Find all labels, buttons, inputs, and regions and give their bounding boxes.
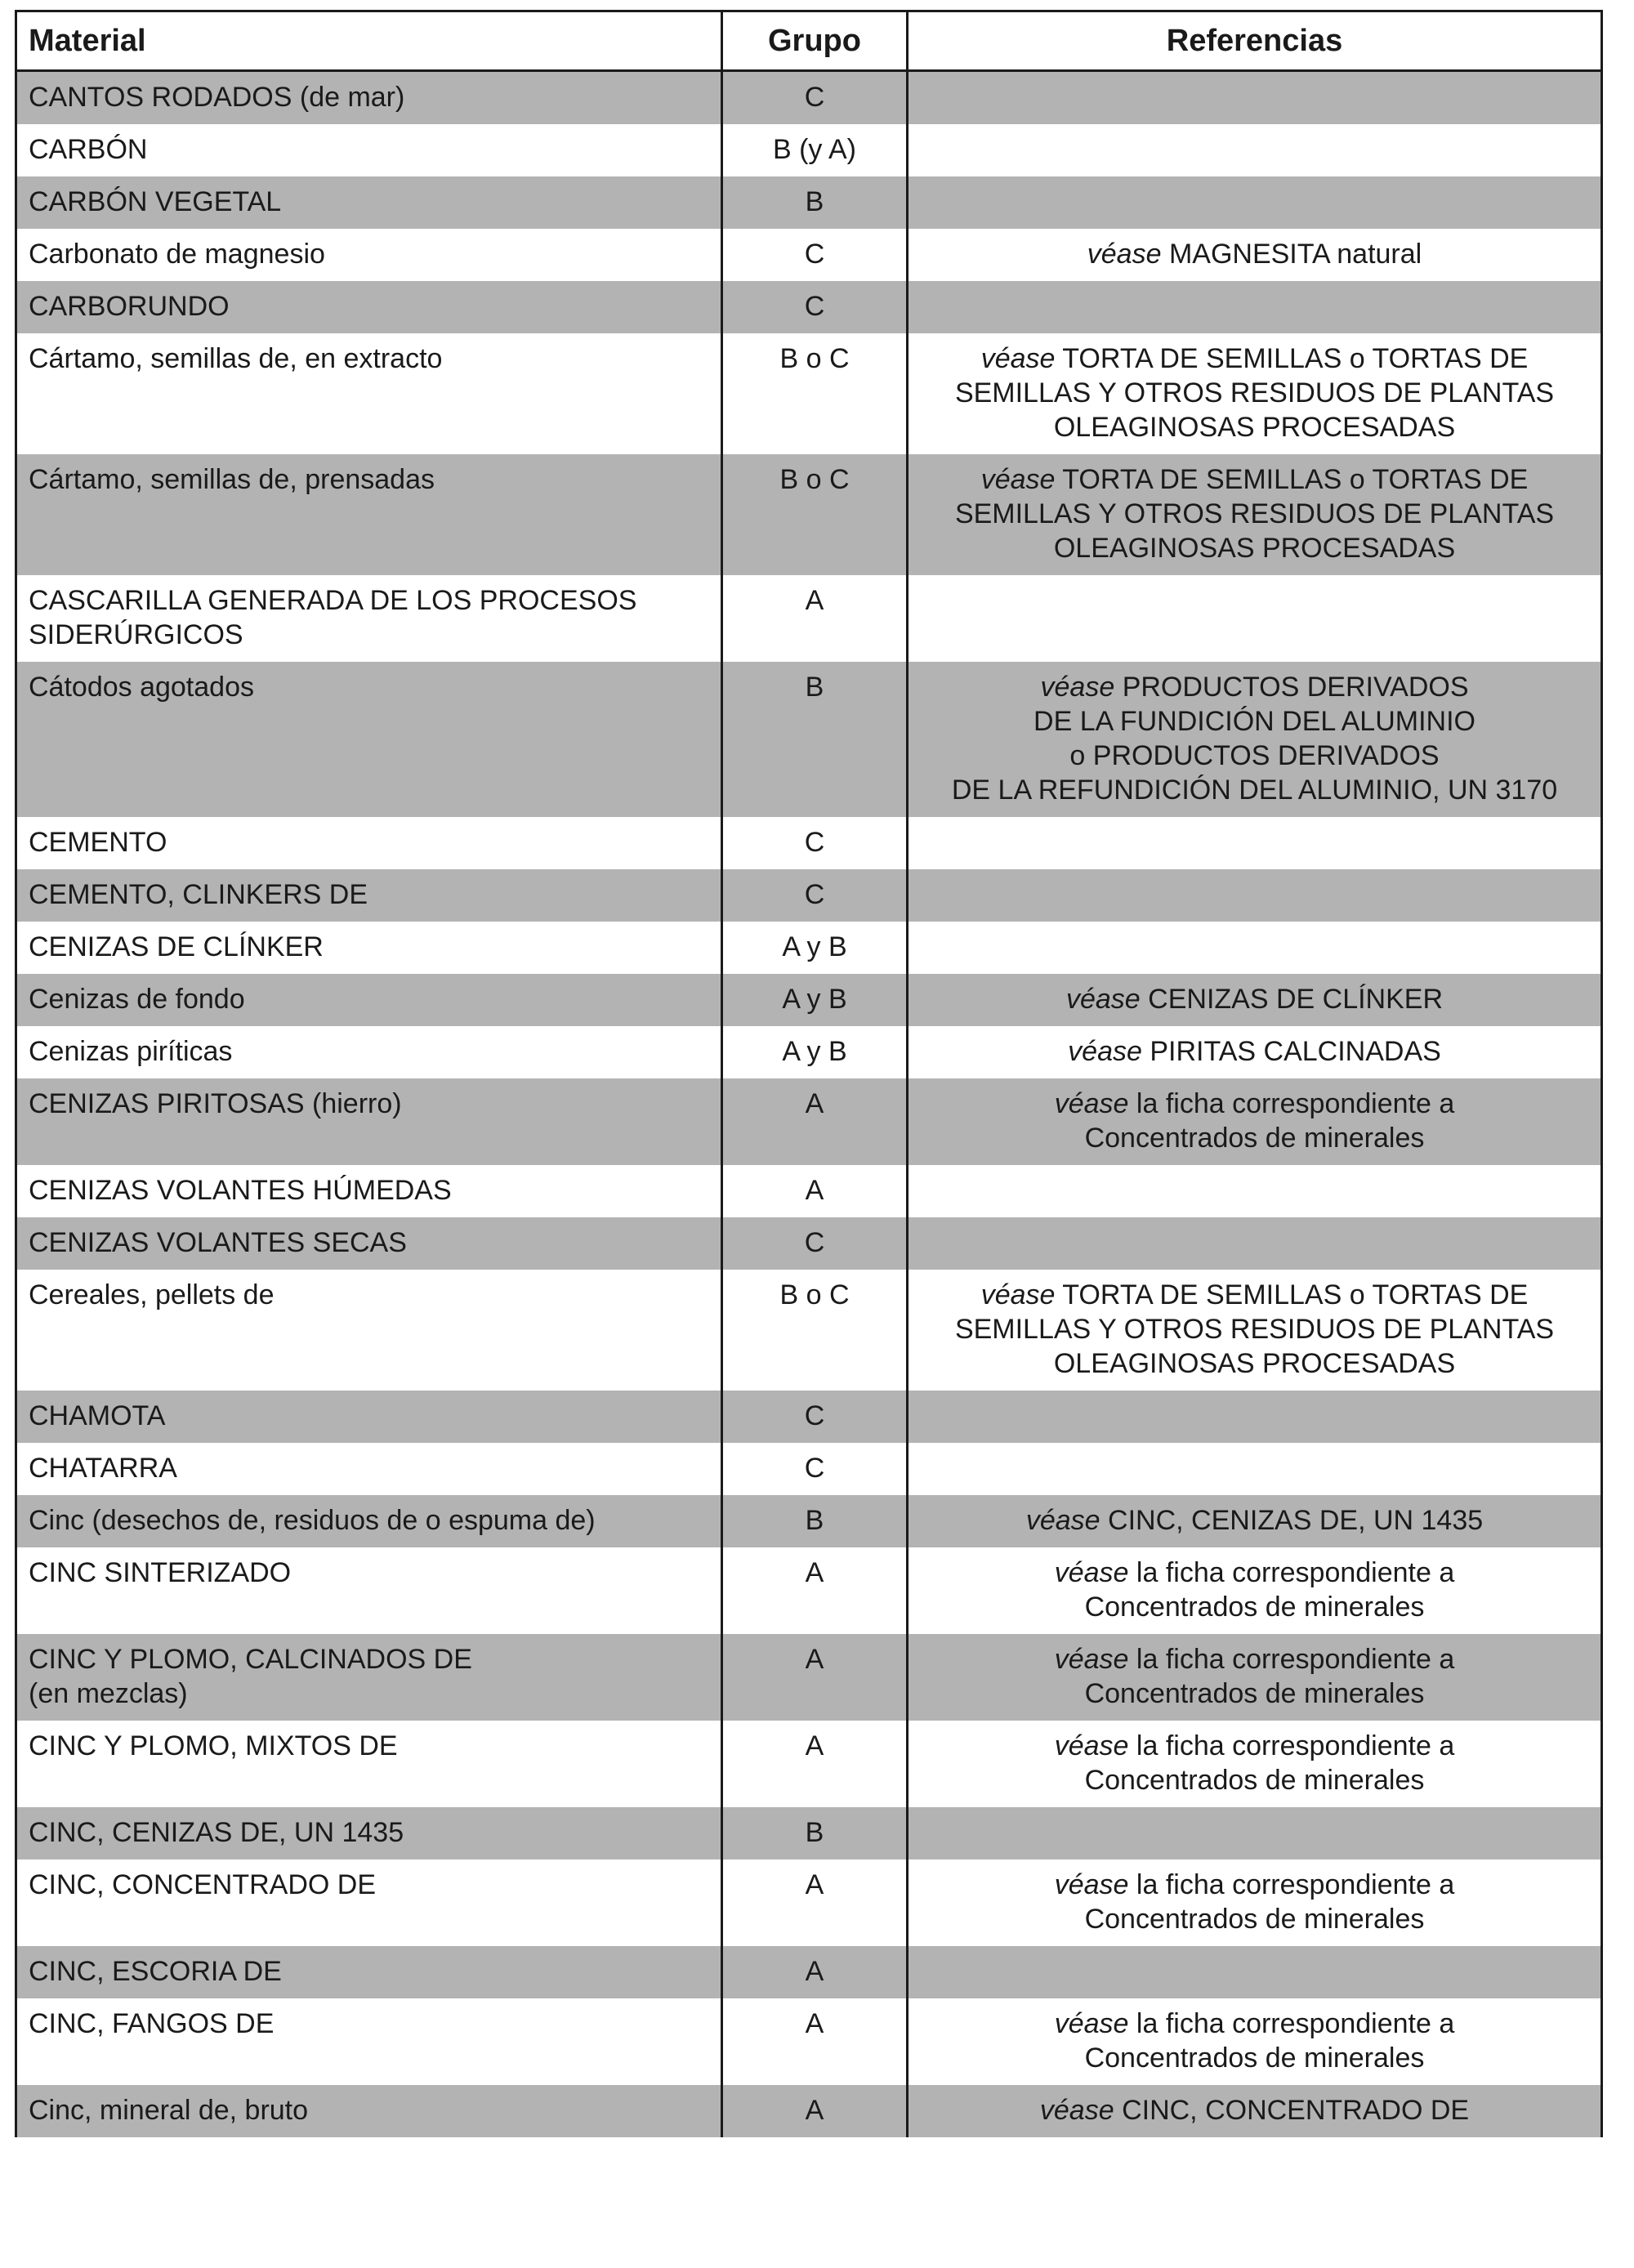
material-cell <box>16 869 722 922</box>
table-row <box>16 229 1602 281</box>
table-row <box>16 974 1602 1026</box>
reference-line <box>920 1902 1589 1936</box>
material-cell <box>16 1270 722 1391</box>
reference-cell <box>908 869 1602 922</box>
material-text: CINC SINTERIZADO <box>29 1557 292 1588</box>
reference-line <box>920 531 1589 565</box>
table-row <box>16 662 1602 817</box>
table-row <box>16 333 1602 454</box>
group-cell: C <box>722 1443 908 1495</box>
table-row <box>16 1634 1602 1721</box>
group-cell: B <box>722 176 908 229</box>
table-row <box>16 124 1602 176</box>
material-cell <box>16 229 722 281</box>
group-cell: B <box>722 1807 908 1859</box>
table-row <box>16 1807 1602 1859</box>
reference-cell <box>908 817 1602 869</box>
material-cell <box>16 1026 722 1078</box>
table-row <box>16 2085 1602 2137</box>
table-row <box>16 1391 1602 1443</box>
see-label: véase <box>1087 239 1162 270</box>
reference-line <box>920 462 1589 497</box>
material-cell <box>16 817 722 869</box>
material-text: CASCARILLA GENERADA DE LOS PROCESOS <box>29 585 637 616</box>
reference-cell <box>908 333 1602 454</box>
reference-line <box>920 2007 1589 2041</box>
reference-text: OLEAGINOSAS PROCESADAS <box>1053 412 1456 443</box>
reference-cell <box>908 71 1602 125</box>
table-row <box>16 575 1602 662</box>
reference-text: Concentrados de minerales <box>1084 1123 1425 1154</box>
reference-text: la ficha correspondiente a <box>1136 1869 1455 1900</box>
material-cell <box>16 1391 722 1443</box>
table-body <box>16 71 1602 2138</box>
material-cell <box>16 1946 722 1998</box>
reference-text: SEMILLAS Y OTROS RESIDUOS DE PLANTAS <box>954 377 1555 409</box>
reference-text: SEMILLAS Y OTROS RESIDUOS DE PLANTAS <box>954 1314 1555 1345</box>
reference-line <box>920 1729 1589 1763</box>
material-text: CINC Y PLOMO, CALCINADOS DE <box>29 1644 472 1675</box>
reference-text: CINC, CONCENTRADO DE <box>1122 2095 1470 2126</box>
group-cell: C <box>722 229 908 281</box>
material-text: Carbonato de magnesio <box>29 239 325 270</box>
group-cell: A <box>722 1165 908 1217</box>
reference-text: OLEAGINOSAS PROCESADAS <box>1053 533 1456 564</box>
see-label: véase <box>980 1279 1056 1310</box>
material-cell <box>16 1165 722 1217</box>
reference-text: Concentrados de minerales <box>1084 1765 1425 1796</box>
reference-line <box>920 497 1589 531</box>
header-row <box>16 11 1602 71</box>
table-row <box>16 1859 1602 1946</box>
see-label: véase <box>1054 1557 1129 1588</box>
reference-line <box>920 1278 1589 1312</box>
reference-text: la ficha correspondiente a <box>1136 1644 1455 1675</box>
reference-line <box>920 982 1589 1016</box>
table-row <box>16 922 1602 974</box>
see-label: véase <box>1054 1869 1129 1900</box>
material-text: CENIZAS PIRITOSAS (hierro) <box>29 1088 402 1119</box>
material-cell <box>16 281 722 333</box>
material-cell <box>16 575 722 662</box>
group-cell: C <box>722 71 908 125</box>
material-cell <box>16 1634 722 1721</box>
material-cell <box>16 1721 722 1807</box>
table-row <box>16 1547 1602 1634</box>
material-text: Cenizas de fondo <box>29 984 245 1015</box>
reference-cell <box>908 124 1602 176</box>
material-cell <box>16 2085 722 2137</box>
reference-line <box>920 1346 1589 1381</box>
reference-cell <box>908 1998 1602 2085</box>
header-material: Material <box>16 11 722 71</box>
reference-cell <box>908 1946 1602 1998</box>
reference-line <box>920 237 1589 271</box>
reference-line <box>920 1034 1589 1069</box>
see-label: véase <box>1040 672 1115 703</box>
reference-cell <box>908 1547 1602 1634</box>
table-row <box>16 817 1602 869</box>
table-row <box>16 176 1602 229</box>
reference-cell <box>908 662 1602 817</box>
header-group: Grupo <box>722 11 908 71</box>
reference-line <box>920 773 1589 807</box>
reference-cell <box>908 1859 1602 1946</box>
group-cell: A <box>722 1078 908 1165</box>
see-label: véase <box>1025 1505 1100 1536</box>
group-cell: B <box>722 1495 908 1547</box>
reference-text: la ficha correspondiente a <box>1136 1088 1455 1119</box>
see-label: véase <box>1054 1644 1129 1675</box>
group-cell: A <box>722 2085 908 2137</box>
material-text: CINC, CONCENTRADO DE <box>29 1869 377 1900</box>
material-text: Cinc (desechos de, residuos de o espuma de) <box>29 1505 596 1536</box>
material-text: Cenizas piríticas <box>29 1036 233 1067</box>
reference-line <box>920 1676 1589 1711</box>
table-row <box>16 1217 1602 1270</box>
material-text: Cinc, mineral de, bruto <box>29 2095 309 2126</box>
table-row <box>16 1443 1602 1495</box>
table-row <box>16 1270 1602 1391</box>
group-cell: C <box>722 1391 908 1443</box>
reference-text: MAGNESITA natural <box>1168 239 1422 270</box>
reference-cell <box>908 454 1602 575</box>
reference-line <box>920 1087 1589 1121</box>
reference-line <box>920 704 1589 739</box>
group-cell: B o C <box>722 333 908 454</box>
header-references: Referencias <box>908 11 1602 71</box>
see-label: véase <box>1054 1730 1129 1761</box>
material-text: CENIZAS VOLANTES SECAS <box>29 1227 407 1258</box>
reference-cell <box>908 1026 1602 1078</box>
reference-cell <box>908 229 1602 281</box>
table-row <box>16 1165 1602 1217</box>
reference-line <box>920 1642 1589 1676</box>
material-cell <box>16 662 722 817</box>
group-cell: A <box>722 1547 908 1634</box>
reference-cell <box>908 1391 1602 1443</box>
table-row <box>16 1721 1602 1807</box>
reference-text: TORTA DE SEMILLAS o TORTAS DE <box>1062 464 1529 495</box>
material-text: (en mezclas) <box>29 1678 188 1709</box>
group-cell: B o C <box>722 1270 908 1391</box>
group-cell: C <box>722 869 908 922</box>
material-text: CARBORUNDO <box>29 291 230 322</box>
table-row <box>16 71 1602 125</box>
see-label: véase <box>1065 984 1141 1015</box>
reference-line <box>920 1312 1589 1346</box>
reference-text: Concentrados de minerales <box>1084 1904 1425 1935</box>
group-cell: A <box>722 1721 908 1807</box>
reference-text: la ficha correspondiente a <box>1136 1730 1455 1761</box>
group-cell: C <box>722 1217 908 1270</box>
table-row <box>16 281 1602 333</box>
material-cell <box>16 1859 722 1946</box>
reference-line <box>920 410 1589 444</box>
materials-table <box>15 10 1603 2137</box>
reference-cell <box>908 974 1602 1026</box>
material-text: CHATARRA <box>29 1453 177 1484</box>
reference-cell <box>908 2085 1602 2137</box>
group-cell: C <box>722 281 908 333</box>
material-cell <box>16 1807 722 1859</box>
table-row <box>16 869 1602 922</box>
material-text: CEMENTO, CLINKERS DE <box>29 879 368 910</box>
reference-text: SEMILLAS Y OTROS RESIDUOS DE PLANTAS <box>954 498 1555 529</box>
reference-text: la ficha correspondiente a <box>1136 2008 1455 2039</box>
reference-text: DE LA FUNDICIÓN DEL ALUMINIO <box>1034 706 1476 737</box>
group-cell: A <box>722 1859 908 1946</box>
reference-cell <box>908 1495 1602 1547</box>
material-cell <box>16 1078 722 1165</box>
reference-text: PIRITAS CALCINADAS <box>1150 1036 1441 1067</box>
reference-line <box>920 2093 1589 2127</box>
material-cell <box>16 454 722 575</box>
material-text: CARBÓN VEGETAL <box>29 186 282 217</box>
material-cell <box>16 1495 722 1547</box>
material-text: Cártamo, semillas de, en extracto <box>29 343 443 374</box>
material-text: CINC, ESCORIA DE <box>29 1956 282 1987</box>
group-cell: A y B <box>722 1026 908 1078</box>
material-cell <box>16 1217 722 1270</box>
reference-cell <box>908 1078 1602 1165</box>
material-cell <box>16 1443 722 1495</box>
reference-text: Concentrados de minerales <box>1084 1592 1425 1623</box>
reference-line <box>920 1763 1589 1797</box>
group-cell: C <box>722 817 908 869</box>
group-cell: A y B <box>722 974 908 1026</box>
reference-text: OLEAGINOSAS PROCESADAS <box>1053 1348 1456 1379</box>
reference-line <box>920 2041 1589 2075</box>
reference-line <box>920 670 1589 704</box>
table-row <box>16 1495 1602 1547</box>
reference-line <box>920 376 1589 410</box>
material-text: CEMENTO <box>29 827 167 858</box>
see-label: véase <box>1054 2008 1129 2039</box>
see-label: véase <box>1054 1088 1129 1119</box>
table-row <box>16 1946 1602 1998</box>
material-text: CENIZAS VOLANTES HÚMEDAS <box>29 1175 452 1206</box>
reference-line <box>920 1556 1589 1590</box>
reference-text: Concentrados de minerales <box>1084 2043 1425 2074</box>
material-text: CINC, FANGOS DE <box>29 2008 275 2039</box>
see-label: véase <box>980 464 1056 495</box>
reference-cell <box>908 281 1602 333</box>
material-text: Cártamo, semillas de, prensadas <box>29 464 435 495</box>
see-label: véase <box>1039 2095 1114 2126</box>
reference-text: CINC, CENIZAS DE, UN 1435 <box>1108 1505 1484 1536</box>
group-cell: B <box>722 662 908 817</box>
reference-line <box>920 1590 1589 1624</box>
material-text: Cátodos agotados <box>29 672 254 703</box>
group-cell: B (y A) <box>722 124 908 176</box>
material-cell <box>16 176 722 229</box>
reference-cell <box>908 575 1602 662</box>
reference-text: la ficha correspondiente a <box>1136 1557 1455 1588</box>
table-row <box>16 454 1602 575</box>
reference-cell <box>908 1217 1602 1270</box>
table-header <box>16 11 1602 71</box>
table-row <box>16 1078 1602 1165</box>
reference-line <box>920 1121 1589 1155</box>
reference-text: CENIZAS DE CLÍNKER <box>1148 984 1444 1015</box>
material-text: CANTOS RODADOS (de mar) <box>29 82 405 113</box>
reference-cell <box>908 1634 1602 1721</box>
material-cell <box>16 71 722 125</box>
material-text: CHAMOTA <box>29 1400 166 1431</box>
material-cell <box>16 922 722 974</box>
material-text: SIDERÚRGICOS <box>29 619 243 650</box>
group-cell: B o C <box>722 454 908 575</box>
reference-line <box>920 739 1589 773</box>
reference-text: Concentrados de minerales <box>1084 1678 1425 1709</box>
reference-line <box>920 1503 1589 1538</box>
reference-cell <box>908 1165 1602 1217</box>
material-text: CARBÓN <box>29 134 148 165</box>
group-cell: A <box>722 575 908 662</box>
reference-cell <box>908 1721 1602 1807</box>
material-cell <box>16 124 722 176</box>
table-row <box>16 1026 1602 1078</box>
material-text: CINC Y PLOMO, MIXTOS DE <box>29 1730 398 1761</box>
group-cell: A y B <box>722 922 908 974</box>
material-cell <box>16 333 722 454</box>
material-cell <box>16 1998 722 2085</box>
reference-cell <box>908 1270 1602 1391</box>
reference-text: TORTA DE SEMILLAS o TORTAS DE <box>1062 1279 1529 1310</box>
material-text: CENIZAS DE CLÍNKER <box>29 931 324 962</box>
table-row <box>16 1998 1602 2085</box>
reference-text: o PRODUCTOS DERIVADOS <box>1069 740 1440 771</box>
reference-text: DE LA REFUNDICIÓN DEL ALUMINIO, UN 3170 <box>951 775 1558 806</box>
reference-line <box>920 1868 1589 1902</box>
reference-line <box>920 342 1589 376</box>
reference-cell <box>908 1443 1602 1495</box>
see-label: véase <box>980 343 1056 374</box>
reference-cell <box>908 176 1602 229</box>
reference-cell <box>908 1807 1602 1859</box>
reference-text: TORTA DE SEMILLAS o TORTAS DE <box>1062 343 1529 374</box>
see-label: véase <box>1068 1036 1142 1067</box>
group-cell: A <box>722 1946 908 1998</box>
material-text: CINC, CENIZAS DE, UN 1435 <box>29 1817 404 1848</box>
group-cell: A <box>722 1634 908 1721</box>
reference-text: PRODUCTOS DERIVADOS <box>1122 672 1469 703</box>
material-text: Cereales, pellets de <box>29 1279 275 1310</box>
material-cell <box>16 974 722 1026</box>
reference-cell <box>908 922 1602 974</box>
group-cell: A <box>722 1998 908 2085</box>
material-cell <box>16 1547 722 1634</box>
